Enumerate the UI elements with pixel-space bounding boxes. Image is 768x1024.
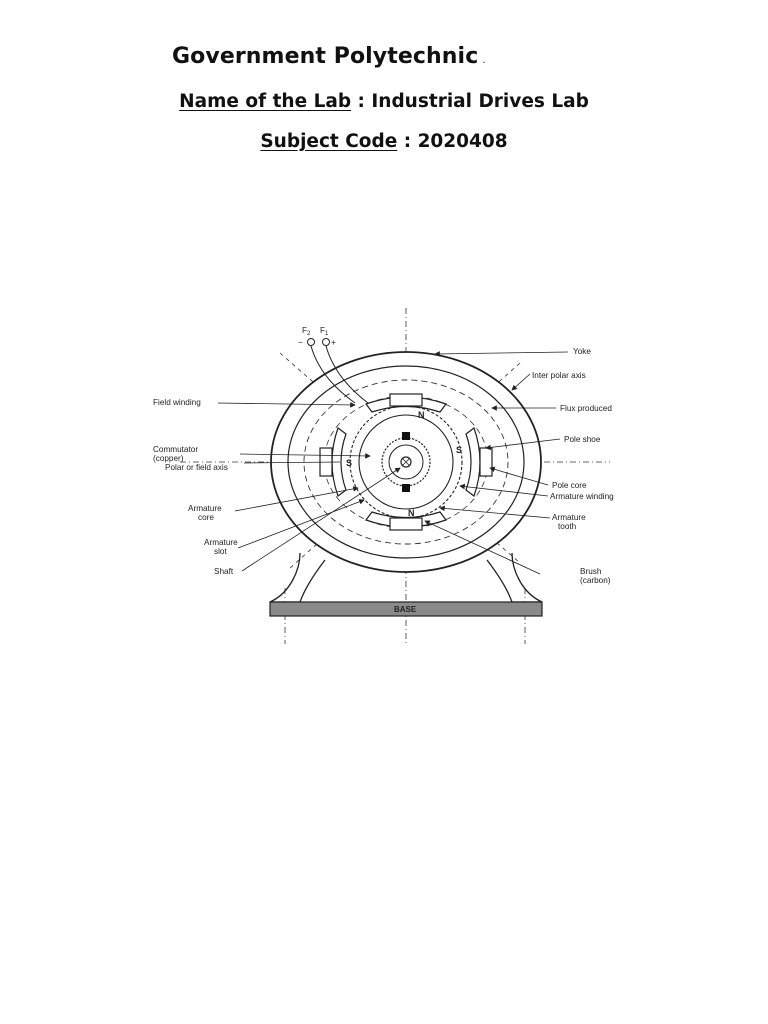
terminal-minus: − [298,338,303,347]
label-polar-axis: Polar or field axis [165,463,228,472]
label-shaft: Shaft [214,567,234,576]
label-armature-slot-2: slot [214,547,227,556]
label-flux-produced: Flux produced [560,404,612,413]
code-separator: : [397,131,418,152]
label-inter-polar-axis: Inter polar axis [532,371,586,380]
pole-label-n-bottom: N [408,508,415,518]
pole-label-n-top: N [418,410,425,420]
terminal-f1-label: $F_1$ [320,326,329,337]
subject-code-line [0,131,768,152]
label-armature-core-1: Armature [188,504,222,513]
label-pole-shoe: Pole shoe [564,435,601,444]
label-field-winding: Field winding [153,398,201,407]
label-armature-tooth-2: tooth [558,522,577,531]
lab-name-line [0,91,768,112]
label-armature-slot-1: Armature [204,538,238,547]
label-commutator-1: Commutator [153,445,199,454]
page-title [172,44,486,69]
label-yoke: Yoke [573,347,591,356]
pole-label-s-left: S [346,458,353,468]
label-armature-core-2: core [198,513,214,522]
subject-code-label: Subject Code [260,131,398,152]
label-brush-2: (carbon) [580,576,611,585]
label-pole-core: Pole core [552,481,587,490]
label-armature-winding: Armature winding [550,492,614,501]
dc-machine-diagram [140,308,640,648]
brush-top [402,432,410,440]
institution-name: Government Polytechnic [172,44,479,69]
lab-label: Name of the Lab [179,91,352,112]
lab-name: Industrial Drives Lab [371,91,589,112]
base-label: BASE [394,605,417,614]
terminal-f2-label: $F_2$ [302,326,311,337]
label-brush-1: Brush [580,567,602,576]
brush-bottom [402,484,410,492]
terminal-plus: + [331,338,336,347]
label-armature-tooth-1: Armature [552,513,586,522]
label-commutator-2: (copper) [153,454,184,463]
pole-label-s-right: S [456,445,463,455]
title-mark: . [482,55,486,66]
subject-code-value: 2020408 [417,131,508,152]
lab-separator: : [351,91,372,112]
